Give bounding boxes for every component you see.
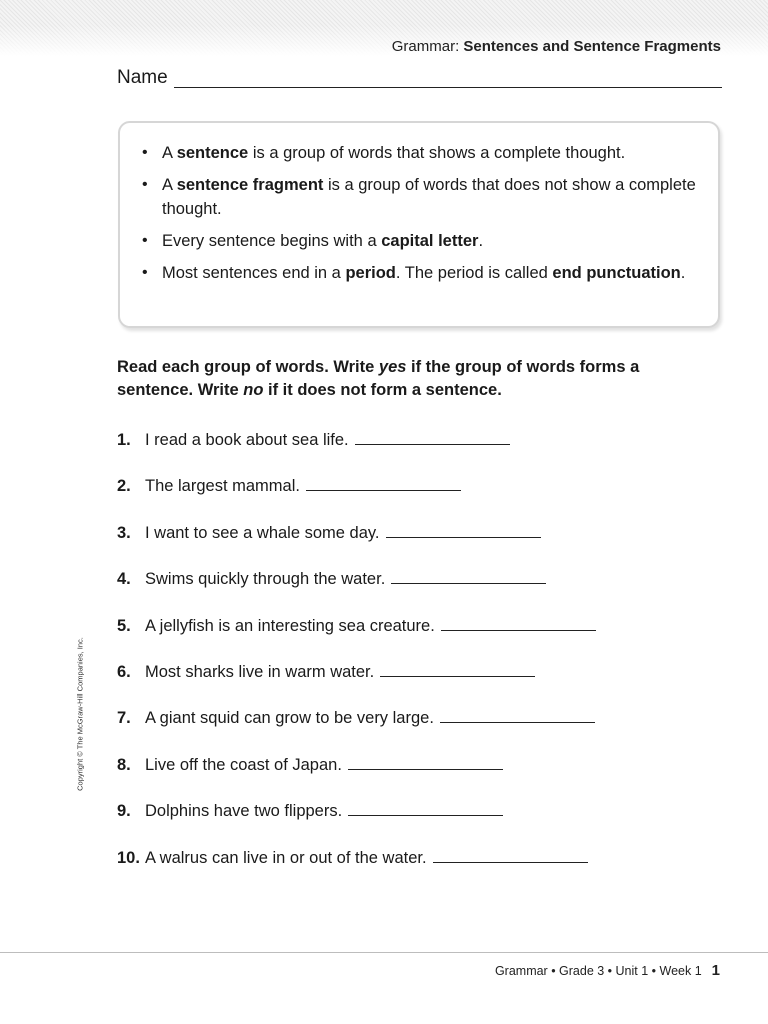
answer-blank[interactable] [348,814,503,816]
answer-blank[interactable] [441,629,596,631]
rule-term: sentence fragment [176,176,324,194]
instructions-text: if it does not form a sentence. [263,381,502,399]
bullet-icon: • [142,144,148,161]
rule-term: period [345,264,396,282]
page-number: 1 [711,962,720,979]
question-text: Swims quickly through the water. [145,570,386,588]
bullet-icon: • [142,232,148,249]
question-number: 6. [117,663,131,681]
question-item [117,844,588,868]
answer-blank[interactable] [391,582,546,584]
question-text: A jellyfish is an interesting sea creature. [145,617,435,635]
question-number: 7. [117,709,131,727]
question-number: 4. [117,570,131,588]
question-text: The largest mammal. [145,477,300,495]
question-item [117,472,461,496]
question-item [117,704,595,728]
question-item [117,426,510,450]
rule-text: is a group of words that shows a complete thought. [248,144,626,162]
name-field[interactable] [174,71,722,88]
answer-blank[interactable] [348,768,503,770]
rule-text: A [162,176,177,194]
rules-list [120,123,718,285]
rule-term: sentence [176,144,249,162]
rule-text: Every sentence begins with a [162,232,382,250]
footer-divider [0,952,768,953]
instructions-yes: yes [378,358,407,376]
rule-text: Most sentences end in a [162,264,346,282]
header-topic: Sentences and Sentence Fragments [463,38,721,55]
bullet-icon: • [142,176,148,193]
copyright-notice: Copyright © The McGraw-Hill Companies, Inc. [75,637,85,791]
rule-item [142,229,698,253]
footer-text: Grammar • Grade 3 • Unit 1 • Week 1 [494,964,702,978]
answer-blank[interactable] [355,443,510,445]
answer-blank[interactable] [380,675,535,677]
instructions-no: no [243,381,264,399]
rule-item [142,141,698,165]
answer-blank[interactable] [440,721,595,723]
rule-text: . The period is called [395,264,553,282]
rules-box [118,121,720,328]
question-item [117,612,596,636]
instructions [117,356,717,402]
instructions-text: Read each group of words. Write [117,358,379,376]
question-number: 5. [117,617,131,635]
rule-text: A [162,144,177,162]
bullet-icon: • [142,264,148,281]
page-header [392,38,721,55]
rule-item [142,261,698,285]
rule-item [142,173,698,221]
question-number: 1. [117,431,131,449]
question-text: A giant squid can grow to be very large. [145,709,434,727]
question-item [117,751,503,775]
rule-term: capital letter [381,232,479,250]
question-text: I want to see a whale some day. [145,524,380,542]
question-number: 9. [117,802,131,820]
page-footer [495,962,720,979]
question-text: Dolphins have two flippers. [145,802,343,820]
question-item [117,565,546,589]
question-number: 8. [117,756,131,774]
name-label: Name [117,67,168,88]
question-text: Live off the coast of Japan. [145,756,342,774]
name-row [117,68,722,88]
question-item [117,658,535,682]
header-section-label: Grammar: [391,38,460,55]
answer-blank[interactable] [433,861,588,863]
question-text: I read a book about sea life. [145,431,349,449]
question-item [117,519,541,543]
question-number: 2. [117,477,131,495]
answer-blank[interactable] [306,489,461,491]
question-text: Most sharks live in warm water. [145,663,375,681]
rule-text: . [478,232,484,250]
rule-text: . [680,264,686,282]
question-text: A walrus can live in or out of the water. [145,849,427,867]
question-number: 3. [117,524,131,542]
instructions-text: if the group of words forms a sentence. Write [117,358,640,399]
answer-blank[interactable] [386,536,541,538]
question-number: 10. [117,849,140,867]
rule-text: is a group of words that does not show a complete thought. [162,176,696,218]
rule-term: end punctuation [552,264,681,282]
question-item [117,797,503,821]
